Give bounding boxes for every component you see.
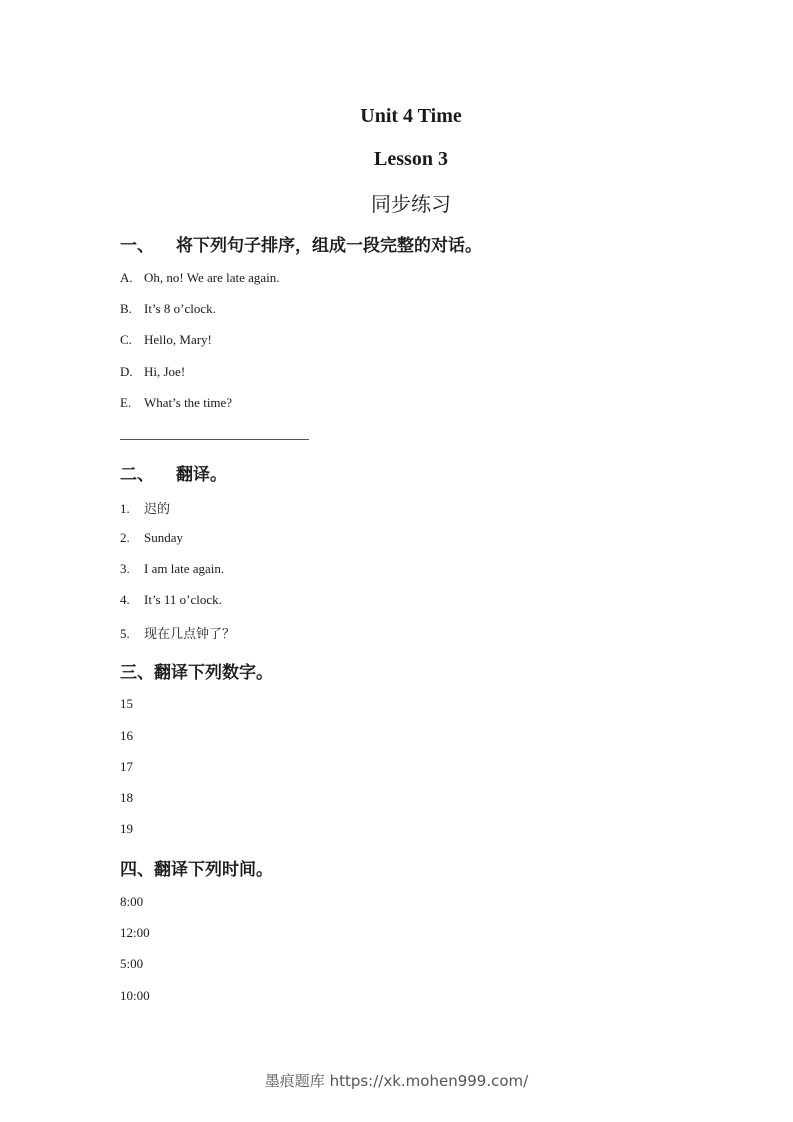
list-item xyxy=(120,395,232,411)
item-text: What’s the time? xyxy=(144,395,233,410)
section3-heading: 三、翻译下列数字。 xyxy=(120,663,273,683)
item-label: D. xyxy=(120,364,133,379)
item-label: 2. xyxy=(120,530,130,545)
list-item: 12:00 xyxy=(120,925,150,940)
item-label: B. xyxy=(120,301,132,316)
unit-title: Unit 4 Time xyxy=(360,105,462,127)
item-text: Sunday xyxy=(144,530,183,545)
section2-heading xyxy=(120,460,227,485)
list-item: 15 xyxy=(120,696,133,711)
item-label: E. xyxy=(120,395,132,410)
list-item xyxy=(120,270,280,286)
item-text: 现在几点钟了？ xyxy=(144,627,236,642)
list-item: 17 xyxy=(120,759,133,774)
list-item xyxy=(120,530,183,546)
section1-title: 将下列句子排序，组成一段完整的对话。 xyxy=(176,236,482,256)
list-item xyxy=(120,592,222,608)
answer-blank-line xyxy=(120,439,309,440)
item-text: It’s 11 o’clock. xyxy=(144,592,222,607)
list-item: 5:00 xyxy=(120,956,144,971)
item-label: 5. xyxy=(120,626,130,641)
item-label: A. xyxy=(120,270,133,285)
list-item: 19 xyxy=(120,821,133,836)
list-item xyxy=(120,623,235,642)
list-item xyxy=(120,332,212,348)
item-text: It’s 8 o’clock. xyxy=(144,301,216,316)
item-label: 3. xyxy=(120,561,130,576)
list-item xyxy=(120,561,224,577)
list-item xyxy=(120,498,170,517)
lesson-title: Lesson 3 xyxy=(374,148,448,170)
item-text: 迟的 xyxy=(144,502,171,517)
section2-title: 翻译。 xyxy=(176,465,227,485)
section2-number: 二、 xyxy=(120,465,154,485)
footer-watermark: 墨痕题库 https://xk.mohen999.com/ xyxy=(264,1072,529,1090)
item-label: C. xyxy=(120,332,132,347)
section4-heading: 四、翻译下列时间。 xyxy=(120,860,273,880)
list-item xyxy=(120,301,216,317)
page-subtitle: 同步练习 xyxy=(371,192,451,216)
item-text: Hi, Joe! xyxy=(144,364,186,379)
list-item: 16 xyxy=(120,728,133,743)
list-item: 18 xyxy=(120,790,133,805)
item-label: 1. xyxy=(120,501,130,516)
list-item: 8:00 xyxy=(120,894,144,909)
section1-heading xyxy=(120,231,482,256)
item-text: Oh, no! We are late again. xyxy=(144,270,280,285)
item-label: 4. xyxy=(120,592,130,607)
item-text: I am late again. xyxy=(144,561,225,576)
list-item xyxy=(120,364,185,380)
section1-number: 一、 xyxy=(120,236,154,256)
list-item: 10:00 xyxy=(120,988,150,1003)
item-text: Hello, Mary! xyxy=(144,332,212,347)
